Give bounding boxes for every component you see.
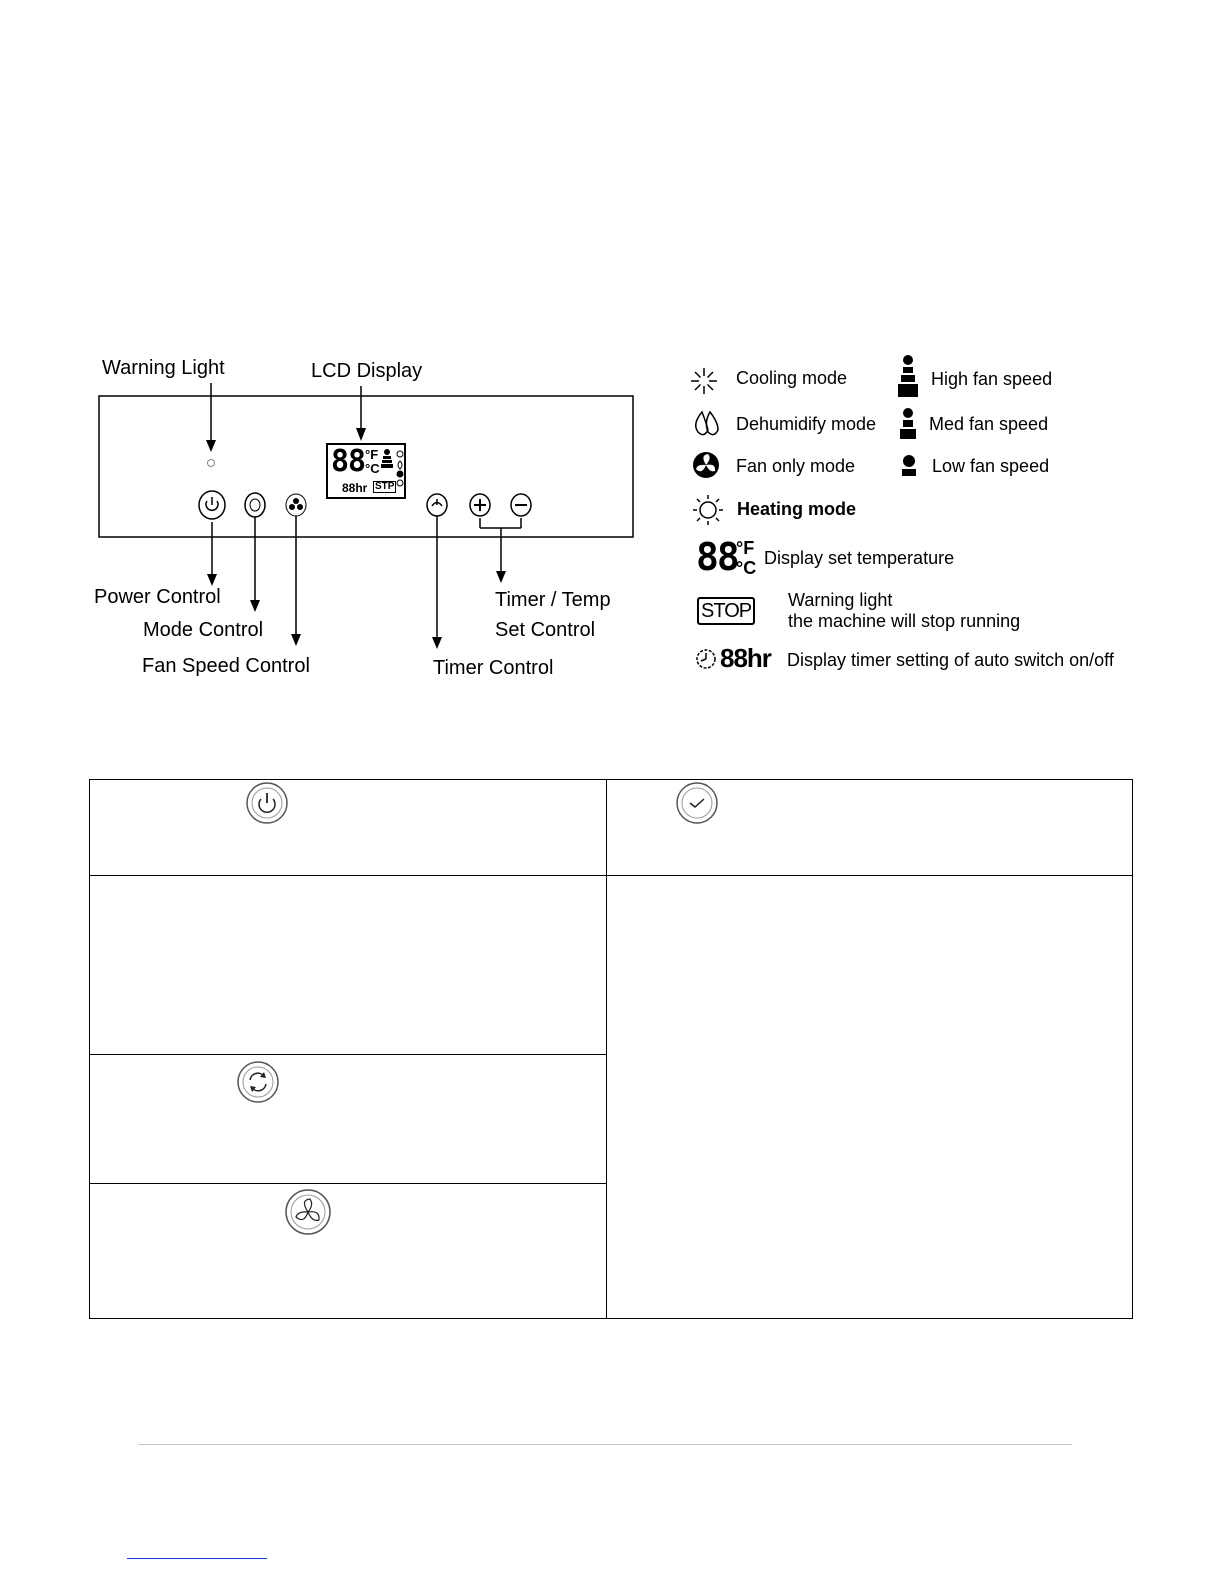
legend-timer-digits: 88hr [720,643,771,673]
legend-low-fan-speed: Low fan speed [932,456,1050,476]
label-mode-control: Mode Control [143,619,264,641]
cooling-mode-icon [690,367,718,395]
plus-button-icon[interactable] [468,492,492,518]
footnote-separator [127,1558,267,1559]
fan-only-mode-icon [692,451,720,479]
table-cell-fan [89,1183,607,1319]
table-mode-icon [236,1060,280,1104]
label-timer-temp: Timer / Temp [495,589,611,611]
table-fan-icon [284,1188,332,1236]
minus-button-icon[interactable] [509,492,533,518]
legend-timer-setting: Display timer setting of auto switch on/off [787,650,1114,670]
heating-mode-icon [692,494,724,526]
table-timer-icon [675,781,719,825]
lcd-digits: 88 [331,444,366,479]
legend-set-temperature: Display set temperature [764,548,955,568]
lcd-fan-speed-icon [380,449,394,471]
mode-button-icon[interactable] [243,491,267,519]
fan-button-icon[interactable] [285,493,307,517]
table-cell-power [89,779,607,876]
warning-light-led [205,457,217,469]
legend-temp-digits: 88 [696,535,738,579]
table-cell-empty-left [89,875,607,1055]
legend-warning-light: Warning light [788,590,893,610]
legend-temp-unit-f: °F [736,538,755,558]
lcd-unit-c: °C [365,461,380,476]
table-power-icon [245,781,289,825]
dehumidify-mode-icon [692,410,722,438]
lcd-display [326,443,406,499]
lcd-unit-f: °F [365,447,379,462]
legend-temp-unit-c: °C [736,558,757,578]
label-warning-light: Warning Light [102,357,225,379]
legend-fan-only-mode: Fan only mode [736,456,856,476]
label-fan-speed-control: Fan Speed Control [142,655,310,677]
legend-heating-mode: Heating mode [737,499,857,519]
table-cell-mode [89,1054,607,1184]
low-fan-speed-icon [900,455,918,477]
label-lcd-display: LCD Display [311,360,423,382]
table-cell-right-merged [606,875,1133,1319]
label-set-control: Set Control [495,619,596,641]
legend-med-fan-speed: Med fan speed [929,414,1049,434]
label-timer-control: Timer Control [433,657,554,679]
legend-clock-icon [695,648,717,670]
high-fan-speed-icon [897,355,919,399]
legend-high-fan-speed: High fan speed [931,369,1053,389]
med-fan-speed-icon [898,408,918,440]
label-power-control: Power Control [94,586,221,608]
legend-warning-note: the machine will stop running [788,611,1021,631]
timer-button-icon[interactable] [425,492,449,518]
power-button-icon[interactable] [197,489,227,521]
legend-cooling-mode: Cooling mode [736,368,848,388]
footer-rule [138,1444,1072,1445]
legend-dehumidify-mode: Dehumidify mode [736,414,877,434]
lcd-timer-digits: 88hr [342,481,368,495]
lcd-stop-badge: STP [375,481,395,492]
legend-stop-badge: STOP [697,597,755,625]
